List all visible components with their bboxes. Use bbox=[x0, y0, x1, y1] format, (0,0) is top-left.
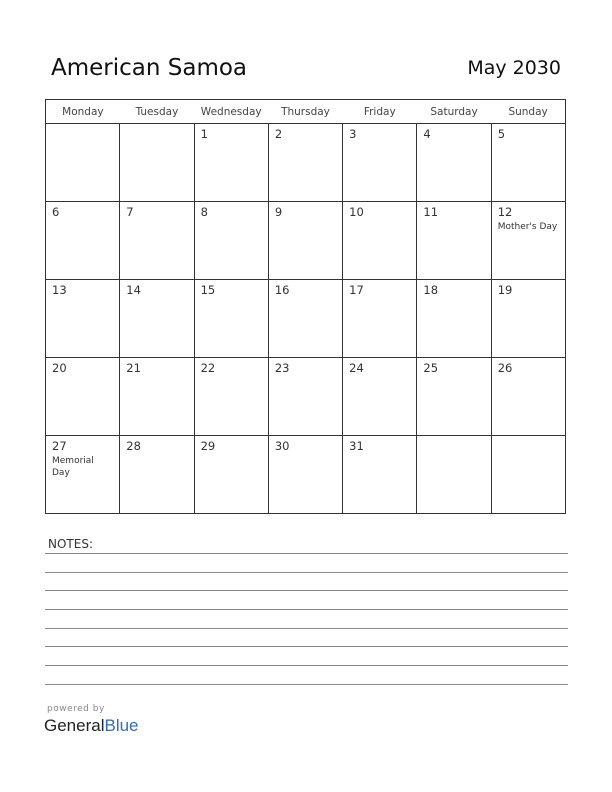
notes-line bbox=[45, 628, 568, 629]
notes-line bbox=[45, 590, 568, 591]
day-cell bbox=[268, 124, 342, 202]
notes-label: NOTES: bbox=[48, 537, 93, 551]
day-number: 8 bbox=[200, 205, 208, 219]
notes-line bbox=[45, 572, 568, 573]
day-number: 10 bbox=[349, 205, 364, 219]
holiday-label: Mother's Day bbox=[497, 222, 558, 232]
week-row bbox=[46, 280, 566, 358]
day-cell bbox=[194, 280, 268, 358]
week-row bbox=[46, 124, 566, 202]
day-cell bbox=[417, 358, 491, 436]
day-cell bbox=[194, 124, 268, 202]
notes-line bbox=[45, 684, 568, 685]
day-cell bbox=[194, 358, 268, 436]
day-cell bbox=[268, 202, 342, 280]
day-cell bbox=[120, 280, 194, 358]
day-number: 7 bbox=[126, 205, 134, 219]
day-cell bbox=[491, 124, 565, 202]
day-number: 19 bbox=[497, 283, 513, 297]
notes-line bbox=[45, 553, 568, 554]
day-number: 15 bbox=[200, 283, 216, 297]
day-cell bbox=[491, 436, 565, 514]
day-number: 12 bbox=[497, 205, 513, 219]
day-cell bbox=[46, 124, 120, 202]
powered-by-text: powered by bbox=[47, 704, 105, 714]
day-number: 27 bbox=[52, 439, 67, 453]
day-number: 13 bbox=[52, 283, 67, 297]
calendar-grid bbox=[45, 99, 566, 514]
weekday-header-row bbox=[46, 100, 566, 124]
day-number: 2 bbox=[274, 127, 283, 141]
day-cell bbox=[417, 436, 491, 514]
day-number: 18 bbox=[423, 283, 439, 297]
day-number: 20 bbox=[52, 361, 67, 375]
day-number: 9 bbox=[274, 205, 283, 219]
day-cell bbox=[491, 280, 565, 358]
brand-logo-general: General bbox=[44, 716, 105, 735]
week-row bbox=[46, 202, 566, 280]
notes-line bbox=[45, 665, 568, 666]
day-cell bbox=[343, 358, 417, 436]
notes-line bbox=[45, 646, 568, 647]
day-number: 11 bbox=[423, 205, 439, 219]
day-cell bbox=[343, 280, 417, 358]
day-number: 4 bbox=[423, 127, 431, 141]
day-number: 5 bbox=[497, 127, 506, 141]
day-cell bbox=[120, 436, 194, 514]
weekday-header: Thursday bbox=[268, 100, 342, 124]
day-number: 26 bbox=[497, 361, 513, 375]
day-cell bbox=[46, 202, 120, 280]
day-cell bbox=[268, 436, 342, 514]
day-number: 1 bbox=[200, 127, 208, 141]
day-number: 25 bbox=[423, 361, 439, 375]
brand-logo-blue: Blue bbox=[104, 716, 139, 735]
weekday-header: Sunday bbox=[491, 100, 565, 124]
day-cell bbox=[194, 202, 268, 280]
day-cell bbox=[268, 358, 342, 436]
day-cell bbox=[46, 436, 120, 514]
day-number: 21 bbox=[126, 361, 141, 375]
brand-logo bbox=[44, 716, 139, 736]
day-cell bbox=[268, 280, 342, 358]
day-number: 30 bbox=[274, 439, 290, 453]
weekday-header: Saturday bbox=[417, 100, 491, 124]
day-number: 22 bbox=[200, 361, 216, 375]
day-cell bbox=[343, 436, 417, 514]
day-cell bbox=[194, 436, 268, 514]
day-cell bbox=[417, 124, 491, 202]
day-number: 24 bbox=[349, 361, 364, 375]
day-cell bbox=[120, 124, 194, 202]
day-cell bbox=[46, 358, 120, 436]
calendar-title: American Samoa bbox=[51, 55, 248, 81]
day-number: 23 bbox=[274, 361, 290, 375]
holiday-label: Memorial Day bbox=[52, 456, 94, 478]
day-number: 6 bbox=[52, 205, 60, 219]
weekday-header: Friday bbox=[343, 100, 417, 124]
week-row bbox=[46, 358, 566, 436]
day-cell bbox=[343, 202, 417, 280]
weekday-header: Monday bbox=[46, 100, 120, 124]
day-number: 16 bbox=[274, 283, 290, 297]
month-label: May 2030 bbox=[467, 57, 561, 79]
day-cell bbox=[417, 202, 491, 280]
day-cell bbox=[46, 280, 120, 358]
day-cell bbox=[491, 358, 565, 436]
weekday-header: Tuesday bbox=[120, 100, 194, 124]
notes-line bbox=[45, 609, 568, 610]
day-number: 17 bbox=[349, 283, 364, 297]
day-number: 31 bbox=[349, 439, 364, 453]
day-number: 14 bbox=[126, 283, 141, 297]
day-number: 3 bbox=[349, 127, 357, 141]
weekday-header: Wednesday bbox=[194, 100, 268, 124]
day-cell bbox=[343, 124, 417, 202]
day-cell bbox=[417, 280, 491, 358]
day-cell bbox=[120, 202, 194, 280]
week-row bbox=[46, 436, 566, 514]
day-number: 29 bbox=[200, 439, 216, 453]
day-number: 28 bbox=[126, 439, 141, 453]
day-cell bbox=[491, 202, 565, 280]
day-cell bbox=[120, 358, 194, 436]
